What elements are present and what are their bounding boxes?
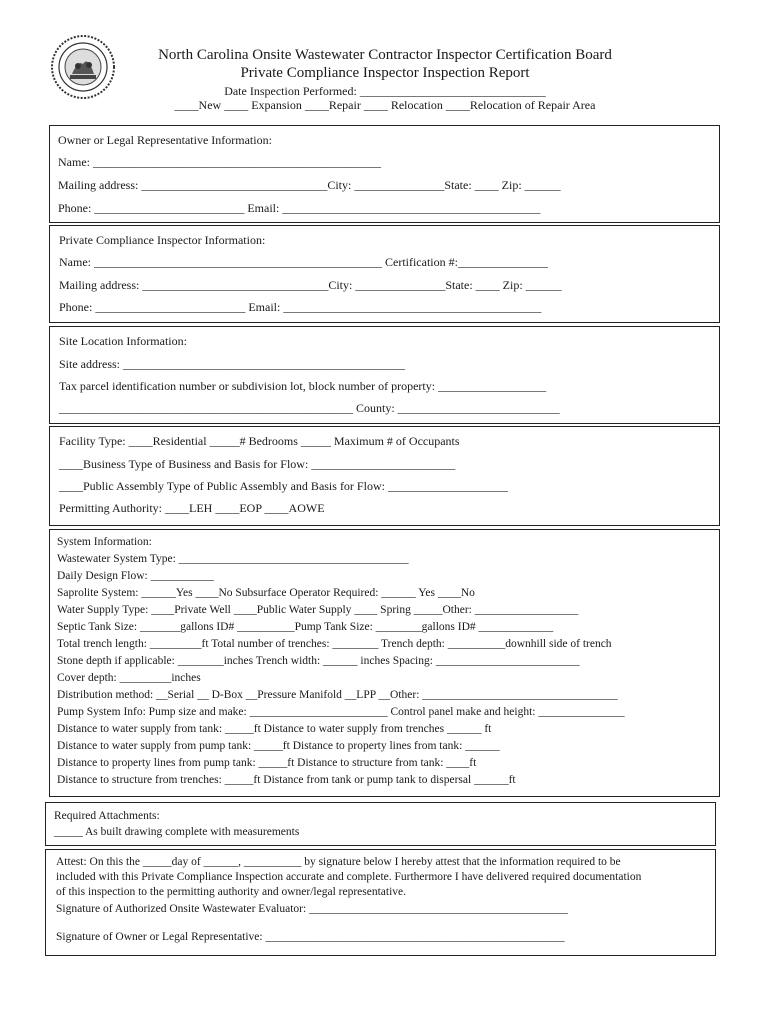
daily-design-flow-field[interactable]: Daily Design Flow: ___________ [57, 570, 214, 582]
owner-heading: Owner or Legal Representative Information: [58, 133, 272, 147]
facility-type-options[interactable]: Facility Type: ____Residential _____# Bedrooms _____ Maximum # of Occupants [59, 434, 460, 448]
pump-system-info-field[interactable]: Pump System Info: Pump size and make: ________________________ Control panel make and height: _______________ [57, 706, 625, 718]
wastewater-system-type-field[interactable]: Wastewater System Type: ________________________________________ [57, 553, 409, 565]
attest-section [45, 849, 716, 956]
water-supply-type-field[interactable]: Water Supply Type: ____Private Well ____Public Water Supply ____ Spring _____Other: __________________ [57, 604, 579, 616]
parcel-id-field[interactable]: Tax parcel identification number or subdivision lot, block number of property: __________________ [59, 379, 547, 393]
inspector-heading: Private Compliance Inspector Information: [59, 233, 266, 247]
state-seal-icon [50, 34, 116, 100]
owner-signature-field[interactable]: Signature of Owner or Legal Representative: ____________________________________________________ [56, 931, 565, 943]
form-subtitle: Private Compliance Inspector Inspection Report [240, 65, 530, 81]
facility-section [49, 426, 720, 526]
distribution-method-field[interactable]: Distribution method: __Serial __ D-Box __Pressure Manifold __LPP __Other: __________________________________ [57, 689, 618, 701]
stone-depth-field[interactable]: Stone depth if applicable: ________inches Trench width: ______ inches Spacing: _________________________ [57, 655, 580, 667]
permitting-authority-options[interactable]: Permitting Authority: ____LEH ____EOP ____AOWE [59, 501, 325, 515]
inspection-type-options[interactable]: ____New ____ Expansion ____Repair ____ Relocation ____Relocation of Repair Area [174, 98, 596, 112]
owner-address-field[interactable]: Mailing address: _______________________________City: _______________State: ____ Zip: ______ [58, 178, 561, 192]
date-inspection-field[interactable]: Date Inspection Performed: _______________________________ [224, 84, 546, 98]
owner-phone-email-field[interactable]: Phone: _________________________ Email: ___________________________________________ [58, 201, 541, 215]
system-heading: System Information: [57, 536, 152, 548]
distance-water-supply-pump-tank-field[interactable]: Distance to water supply from pump tank: _____ft Distance to property lines from tank: ______ [57, 740, 500, 752]
attest-line-1[interactable]: Attest: On this the _____day of ______, __________ by signature below I hereby attest that the information required to be [56, 856, 621, 868]
system-section [49, 529, 720, 797]
attachments-heading: Required Attachments: [54, 810, 160, 822]
as-built-drawing-option[interactable]: _____ As built drawing complete with measurements [54, 826, 300, 838]
inspector-section [49, 225, 720, 323]
owner-name-field[interactable]: Name: ________________________________________________ [58, 155, 381, 169]
form-title: North Carolina Onsite Wastewater Contractor Inspector Certification Board [158, 47, 612, 63]
public-assembly-option[interactable]: ____Public Assembly Type of Public Assembly and Basis for Flow: ____________________ [59, 479, 508, 493]
attachments-section [45, 802, 716, 846]
attest-line-3: of this inspection to the permitting authority and owner/legal representative. [56, 886, 407, 898]
tank-size-field[interactable]: Septic Tank Size: _______gallons ID# __________Pump Tank Size: ________gallons ID# _____________ [57, 621, 554, 633]
cover-depth-field[interactable]: Cover depth: _________inches [57, 672, 201, 684]
inspector-phone-email-field[interactable]: Phone: _________________________ Email: ___________________________________________ [59, 300, 542, 314]
business-option[interactable]: ____Business Type of Business and Basis for Flow: ________________________ [59, 457, 456, 471]
distance-property-lines-field[interactable]: Distance to property lines from pump tank: _____ft Distance to structure from tank: ____ft [57, 757, 477, 769]
inspector-address-field[interactable]: Mailing address: _______________________________City: _______________State: ____ Zip: ______ [59, 278, 562, 292]
inspector-name-field[interactable]: Name: ________________________________________________ Certification #:_______________ [59, 255, 548, 269]
distance-structure-field[interactable]: Distance to structure from trenches: _____ft Distance from tank or pump tank to dispersal ______ft [57, 774, 516, 786]
trench-length-field[interactable]: Total trench length: _________ft Total number of trenches: ________ Trench depth: __________downhill side of trench [57, 638, 612, 650]
saprolite-system-field[interactable]: Saprolite System: ______Yes ____No Subsurface Operator Required: ______ Yes ____No [57, 587, 475, 599]
evaluator-signature-field[interactable]: Signature of Authorized Onsite Wastewater Evaluator: _____________________________________________ [56, 903, 568, 915]
attest-line-2: included with this Private Compliance Inspection accurate and complete. Furthermore I have delivered required documentation [56, 871, 642, 883]
site-section [49, 326, 720, 424]
site-address-field[interactable]: Site address: _______________________________________________ [59, 357, 405, 371]
county-field[interactable]: _________________________________________________ County: ___________________________ [59, 401, 560, 415]
distance-water-supply-tank-field[interactable]: Distance to water supply from tank: _____ft Distance to water supply from trenches ______ ft [57, 723, 492, 735]
site-heading: Site Location Information: [59, 334, 187, 348]
owner-section [49, 125, 720, 223]
